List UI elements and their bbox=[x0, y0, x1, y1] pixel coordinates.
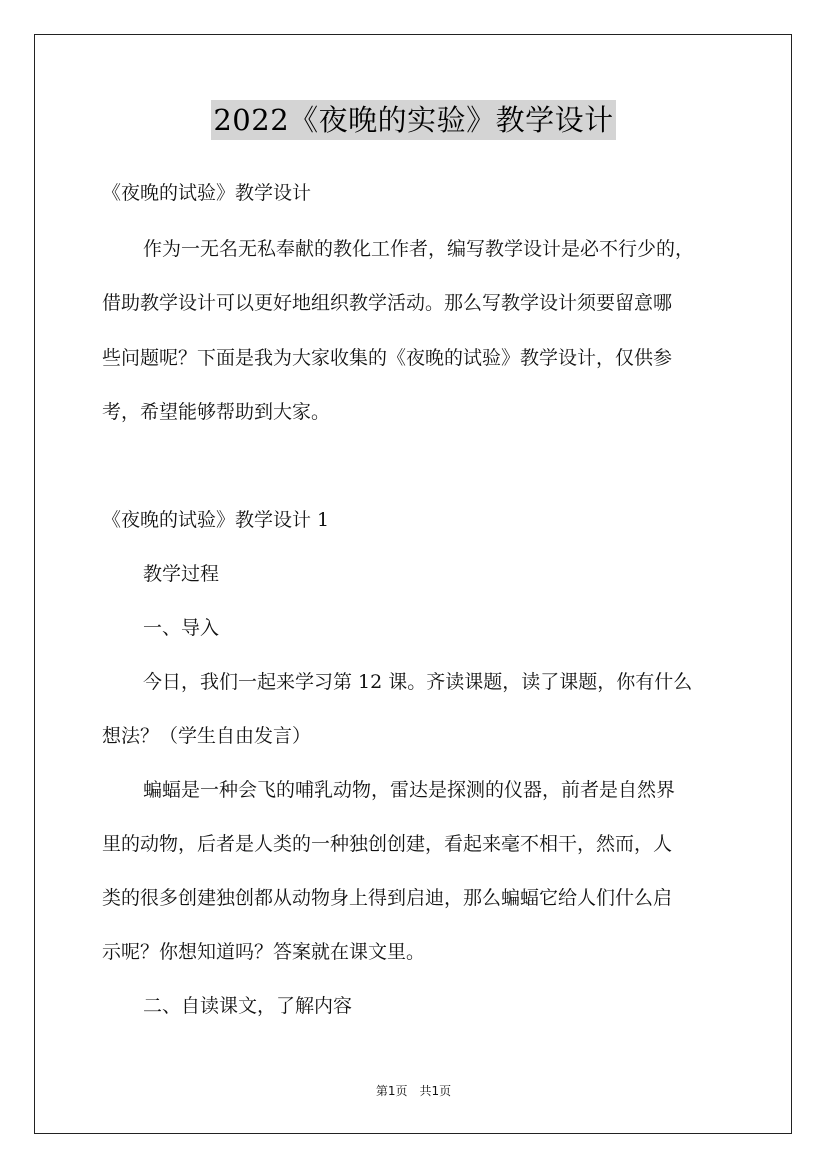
paragraph-line: 一、导入 bbox=[143, 617, 220, 639]
title-container bbox=[0, 100, 827, 140]
page-footer bbox=[0, 1083, 827, 1099]
page-number: 第1页 bbox=[375, 1084, 408, 1098]
paragraph-line: 些问题呢？下面是我为大家收集的《夜晚的试验》教学设计，仅供参 bbox=[102, 347, 673, 369]
paragraph-line: 作为一无名无私奉献的教化工作者，编写教学设计是必不行少的， bbox=[143, 238, 695, 260]
paragraph-line: 里的动物，后者是人类的一种独创创建，看起来毫不相干，然而，人 bbox=[102, 833, 673, 855]
paragraph-line: 示呢？你想知道吗？答案就在课文里。 bbox=[102, 941, 426, 963]
paragraph-line: 蝙蝠是一种会飞的哺乳动物，雷达是探测的仪器，前者是自然界 bbox=[143, 779, 676, 801]
page-total: 共1页 bbox=[419, 1084, 452, 1098]
section-heading: 《夜晚的试验》教学设计 bbox=[102, 182, 312, 204]
paragraph-line: 考，希望能够帮助到大家。 bbox=[102, 401, 331, 423]
section-heading: 《夜晚的试验》教学设计 1 bbox=[102, 509, 330, 531]
paragraph-line: 类的很多创建独创都从动物身上得到启迪，那么蝙蝠它给人们什么启 bbox=[102, 887, 673, 909]
paragraph-line: 想法？（学生自由发言） bbox=[102, 725, 312, 747]
paragraph-line: 教学过程 bbox=[143, 563, 220, 585]
paragraph-line: 借助教学设计可以更好地组织教学活动。那么写教学设计须要留意哪 bbox=[102, 292, 673, 314]
paragraph-line: 今日，我们一起来学习第 12 课。齐读课题，读了课题，你有什么 bbox=[143, 671, 693, 693]
paragraph-line: 二、自读课文，了解内容 bbox=[143, 995, 353, 1017]
document-title: 2022《夜晚的实验》教学设计 bbox=[211, 100, 615, 140]
